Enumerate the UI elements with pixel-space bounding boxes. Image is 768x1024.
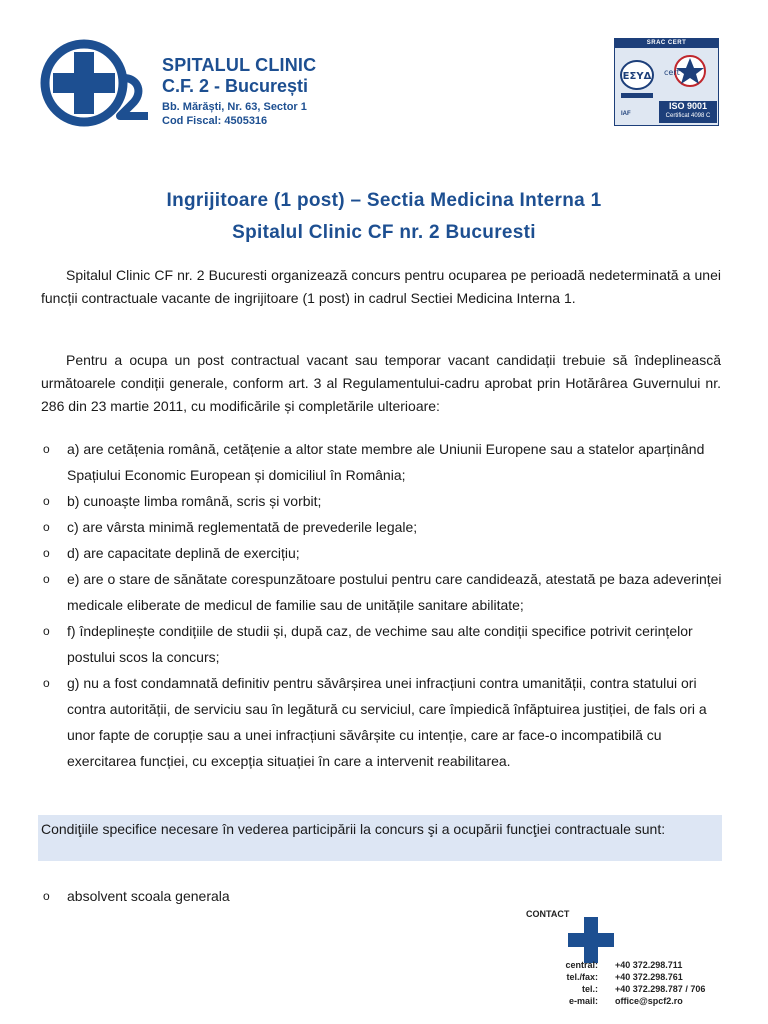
contact-label: e-mail: [568, 996, 598, 1006]
cross-icon [568, 917, 614, 963]
contact-label: central: [565, 960, 598, 970]
cert-star-icon [660, 51, 716, 89]
contact-label: tel.: [581, 984, 598, 994]
intro-paragraph: Spitalul Clinic CF nr. 2 Bucuresti organizează concurs pentru ocuparea pe perioadă nedeterminată a unei funcții contractuale vacante de ingrijitoare (1 post) in cadrul Sectiei Medicina Interna 1. [41, 267, 721, 306]
bullet-icon: o [43, 676, 50, 690]
contact-value: +40 372.298.787 / 706 [615, 984, 706, 994]
contact-value: +40 372.298.761 [615, 972, 683, 982]
letterhead [0, 0, 768, 150]
svg-text:ΕΣΥΔ: ΕΣΥΔ [622, 71, 652, 82]
hospital-cross-logo-icon [40, 38, 154, 128]
contact-rows [520, 960, 730, 1008]
contact-label: tel./fax: [566, 972, 598, 982]
list-item: o c) are vârsta minimă reglementată de prevederile legale; [41, 514, 731, 540]
bullet-icon: o [43, 442, 50, 456]
contact-title: CONTACT [526, 909, 570, 919]
iaf-label: IAF [621, 111, 631, 117]
hospital-address: Bb. Mărăști, Nr. 63, Sector 1 [162, 101, 307, 113]
hospital-identity [162, 55, 316, 128]
contact-email-link[interactable]: office@spcf2.ro [615, 996, 683, 1006]
cert-header-text: SRAC CERT [615, 39, 718, 48]
hospital-subname: C.F. 2 - București [162, 76, 309, 96]
bullet-icon: o [43, 546, 50, 560]
document-title: Ingrijitoare (1 post) – Sectia Medicina Interna 1 [166, 190, 602, 211]
list-item: o f) îndeplinește condițiile de studii și, după caz, de vechime sau alte condiții specifice potrivit cerințelor postului scos la concurs; [41, 618, 731, 670]
hospital-name: SPITALUL CLINIC [162, 55, 317, 75]
iso-box [659, 101, 717, 123]
bullet-icon: o [43, 494, 50, 508]
bullet-icon: o [43, 572, 50, 586]
bullet-icon: o [43, 889, 50, 903]
specific-conditions-heading: Condiţiile specifice necesare în vederea participării la concurs şi a ocupării funcţiei contractuale sunt: [41, 821, 666, 837]
contact-row [520, 972, 730, 984]
contact-row [520, 996, 730, 1008]
list-item: o a) are cetățenia română, cetățenie a altor state membre ale Uniunii Europene sau a statelor aparținând Spațiului Economic European și domiciliul în România; [41, 436, 731, 488]
contact-block [520, 905, 730, 1020]
hospital-fiscal-code: Cod Fiscal: 4505316 [162, 115, 268, 127]
contact-value: +40 372.298.711 [615, 960, 683, 970]
general-conditions-list [41, 436, 731, 774]
document-subtitle: Spitalul Clinic CF nr. 2 Bucuresti [232, 222, 536, 243]
contact-row [520, 960, 730, 972]
esyd-seal-icon [618, 51, 656, 109]
iso-certification-badge [614, 38, 719, 126]
svg-text:cert: cert [664, 68, 680, 77]
list-item: o e) are o stare de sănătate corespunzătoare postului pentru care candidează, atestată pe baza adeverinței medicale eliberate de medicul de familie sau de unitățile sanitare abilitate; [41, 566, 731, 618]
list-item: o absolvent scoala generala [41, 883, 721, 909]
list-item: o b) cunoaște limba română, scris și vorbit; [41, 488, 731, 514]
list-item: o d) are capacitate deplină de exercițiu; [41, 540, 731, 566]
bullet-icon: o [43, 624, 50, 638]
bullet-icon: o [43, 520, 50, 534]
general-conditions-paragraph: Pentru a ocupa un post contractual vacant sau temporar vacant candidații trebuie să îndeplinească următoarele condiții generale, conform art. 3 al Regulamentului-cadru aprobat prin Hotărârea Guvernului nr. 286 din 23 martie 2011, cu modificările și completările ulterioare: [41, 352, 721, 414]
cert-number: Certificat 4098 C [665, 113, 711, 119]
list-item: o g) nu a fost condamnată definitiv pentru săvârșirea unei infracțiuni contra umanității, contra statului ori contra autorității, de serviciu sau în legătură cu serviciul, care împiedică înfăptuirea justiției, de fals ori a unor fapte de corupție sau a unei infracțiuni săvârșite cu intenție, care ar face-o incompatibilă cu exercitarea funcției, cu excepția situației în care a intervenit reabilitarea. [41, 670, 731, 774]
contact-row [520, 984, 730, 996]
iso-label: ISO 9001 [668, 101, 708, 111]
